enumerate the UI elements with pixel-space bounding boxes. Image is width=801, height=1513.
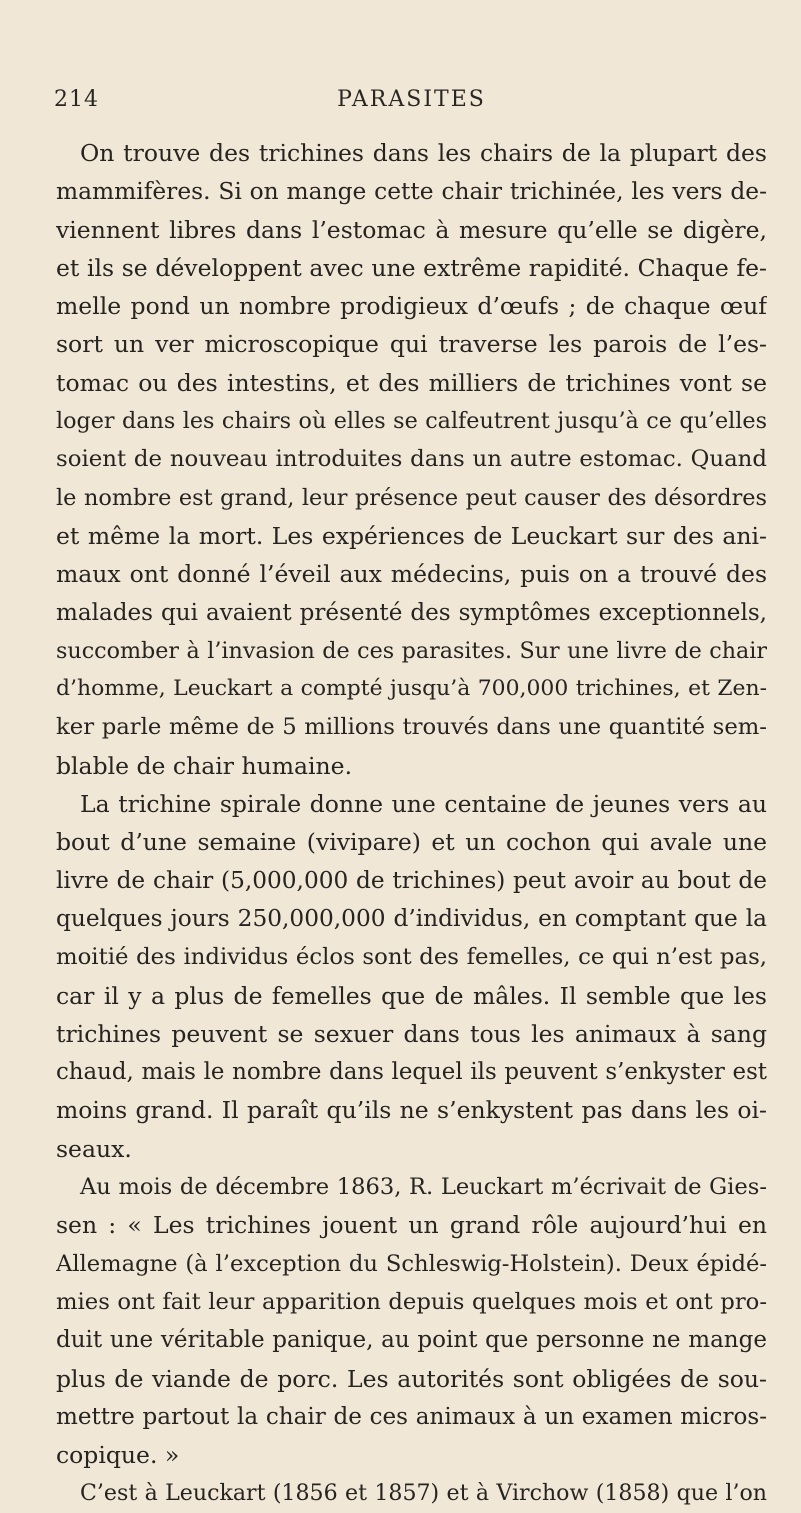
text-line: viennent libres dans l’estomac à mesure qu’elle se digère, [56, 215, 767, 244]
text-line: Au mois de décembre 1863, R. Leuckart m’écrivait de Gies- [80, 1174, 767, 1201]
text-line: copique. » [56, 1441, 180, 1470]
running-title: PARASITES [337, 87, 486, 112]
text-line: seaux. [56, 1134, 132, 1163]
text-line: mies ont fait leur apparition depuis quelques mois et ont pro- [56, 1288, 767, 1315]
text-line: moitié des individus éclos sont des femelles, ce qui n’est pas, [56, 944, 767, 971]
text-line: sort un ver microscopique qui traverse les parois de l’es- [56, 330, 767, 359]
text-line: C’est à Leuckart (1856 et 1857) et à Virchow (1858) que l’on [80, 1480, 767, 1507]
text-line: blable de chair humaine. [56, 751, 353, 780]
text-line: trichines peuvent se sexuer dans tous les animaux à sang [56, 1019, 767, 1048]
text-line: La trichine spirale donne une centaine de jeunes vers au [80, 790, 767, 819]
text-line: le nombre est grand, leur présence peut causer des désordres [56, 484, 767, 511]
text-line: On trouve des trichines dans les chairs de la plupart des [80, 139, 767, 167]
text-line: moins grand. Il paraît qu’ils ne s’enkystent pas dans les oi- [56, 1096, 767, 1125]
text-line: bout d’une semaine (vivipare) et un cochon qui avale une [56, 828, 767, 857]
text-line: tomac ou des intestins, et des milliers de trichines vont se [56, 368, 767, 397]
text-line: ker parle même de 5 millions trouvés dans une quantité sem- [56, 714, 767, 741]
text-line: d’homme, Leuckart a compté jusqu’à 700,000 trichines, et Zen- [56, 676, 767, 702]
text-line: duit une véritable panique, au point que personne ne mange [56, 1327, 767, 1354]
text-line: plus de viande de porc. Les autorités sont obligées de sou- [56, 1364, 767, 1393]
text-line: mammifères. Si on mange cette chair trichinée, les vers de- [56, 177, 767, 206]
text-line: mettre partout la chair de ces animaux à un examen micros- [56, 1403, 767, 1430]
text-line: livre de chair (5,000,000 de trichines) peut avoir au bout de [56, 866, 767, 894]
running-head [54, 87, 769, 121]
text-line: chaud, mais le nombre dans lequel ils peuvent s’enkyster est [56, 1059, 767, 1086]
text-line: sen : « Les trichines jouent un grand rôle aujourd’hui en [56, 1211, 767, 1240]
text-line: et même la mort. Les expériences de Leuckart sur des ani- [56, 521, 767, 550]
text-line: et ils se développent avec une extrême rapidité. Chaque fe- [56, 253, 767, 282]
page-number: 214 [54, 87, 99, 112]
text-line: Allemagne (à l’exception du Schleswig-Holstein). Deux épidé- [56, 1250, 767, 1277]
text-line: melle pond un nombre prodigieux d’œufs ; de chaque œuf [56, 292, 767, 321]
text-line: succomber à l’invasion de ces parasites. Sur une livre de chair [56, 637, 767, 664]
text-line: quelques jours 250,000,000 d’individus, en comptant que la [56, 904, 767, 932]
text-line: car il y a plus de femelles que de mâles. Il semble que les [56, 981, 767, 1010]
text-line: malades qui avaient présenté des symptômes exceptionnels, [56, 599, 767, 626]
body-text [56, 134, 767, 1513]
text-line: loger dans les chairs où elles se calfeutrent jusqu’à ce qu’elles [56, 408, 767, 435]
text-line: soient de nouveau introduites dans un autre estomac. Quand [56, 446, 767, 473]
text-line: maux ont donné l’éveil aux médecins, puis on a trouvé des [56, 560, 767, 589]
